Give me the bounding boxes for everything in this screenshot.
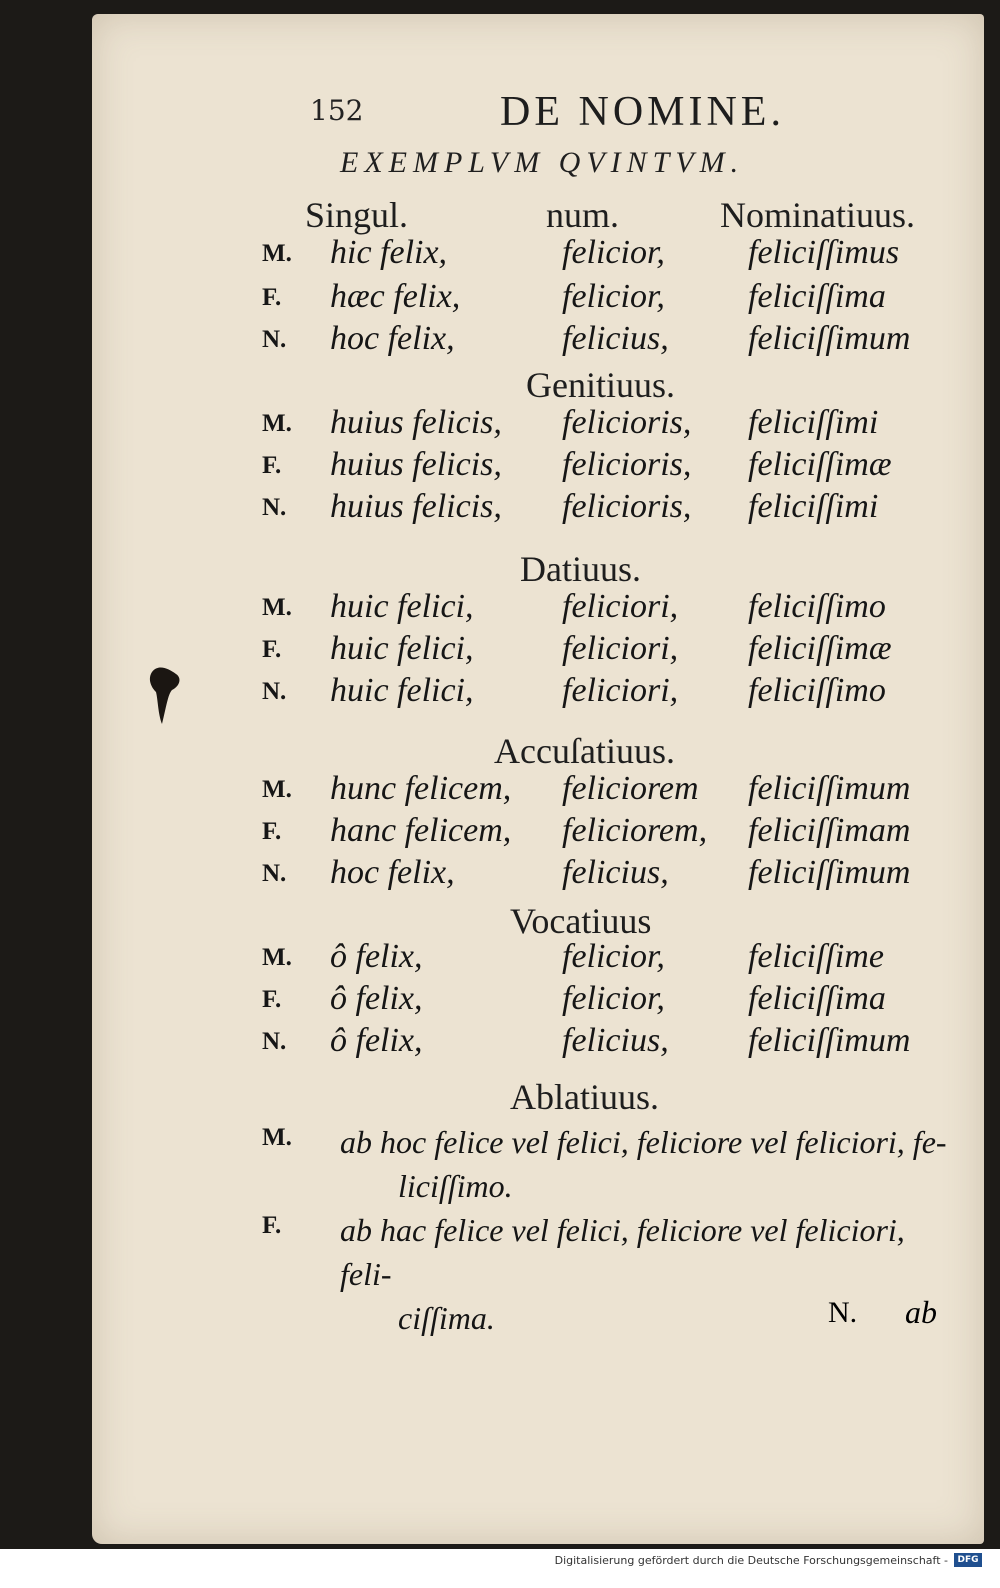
case-heading-datiuus: Datiuus. bbox=[520, 549, 641, 589]
gender-label: F. bbox=[262, 452, 282, 479]
case-heading-accusatiuus: Accuſatiuus. bbox=[494, 731, 675, 771]
superlative-form: feliciſſimo bbox=[748, 588, 886, 625]
superlative-form: feliciſſimo bbox=[748, 672, 886, 709]
superlative-form: feliciſſima bbox=[748, 278, 886, 315]
case-heading-vocatiuus: Vocatiuus bbox=[510, 901, 652, 941]
superlative-form: feliciſſimæ bbox=[748, 446, 892, 483]
gender-label: F. bbox=[262, 1212, 282, 1239]
positive-form: hanc felicem, bbox=[330, 812, 512, 849]
gender-label: F. bbox=[262, 284, 282, 311]
superlative-form: feliciſſimum bbox=[748, 1022, 911, 1059]
positive-form: ô felix, bbox=[330, 980, 423, 1017]
comparative-form: feliciori, bbox=[562, 588, 679, 625]
comparative-form: felicius, bbox=[562, 854, 669, 891]
accusatiuus-row bbox=[0, 854, 1000, 904]
gender-label: F. bbox=[262, 986, 282, 1013]
ablative-continuation: liciſſimo. bbox=[398, 1168, 513, 1204]
comparative-form: felicior, bbox=[562, 234, 665, 271]
gender-label: M. bbox=[262, 594, 292, 621]
page-number: 152 bbox=[310, 94, 364, 127]
positive-form: huic felici, bbox=[330, 630, 474, 667]
case-heading-genitiuus: Genitiuus. bbox=[526, 365, 675, 405]
gender-label: M. bbox=[262, 1124, 292, 1151]
superlative-form: feliciſſimum bbox=[748, 854, 911, 891]
gender-label: N. bbox=[262, 494, 287, 521]
catchword: ab bbox=[905, 1294, 937, 1330]
positive-form: ô felix, bbox=[330, 938, 423, 975]
comparative-form: felicioris, bbox=[562, 446, 692, 483]
section-subtitle: EXEMPLVM QVINTVM. bbox=[340, 146, 745, 179]
positive-form: huius felicis, bbox=[330, 488, 502, 525]
positive-form: huic felici, bbox=[330, 588, 474, 625]
comparative-form: feliciori, bbox=[562, 672, 679, 709]
superlative-form: feliciſſimam bbox=[748, 812, 911, 849]
vocatiuus-row bbox=[0, 1022, 1000, 1072]
superlative-form: feliciſſimi bbox=[748, 404, 879, 441]
nominatiuus-row bbox=[0, 320, 1000, 370]
case-heading-ablatiuus: Ablatiuus. bbox=[510, 1077, 659, 1117]
ablative-text-m bbox=[340, 1120, 950, 1208]
comparative-form: feliciori, bbox=[562, 630, 679, 667]
comparative-form: feliciorem, bbox=[562, 812, 708, 849]
datiuus-row bbox=[0, 672, 1000, 722]
superlative-form: feliciſſimum bbox=[748, 320, 911, 357]
superlative-form: feliciſſima bbox=[748, 980, 886, 1017]
positive-form: huius felicis, bbox=[330, 446, 502, 483]
superlative-form: feliciſſime bbox=[748, 938, 884, 975]
comparative-form: felicioris, bbox=[562, 404, 692, 441]
gender-label: M. bbox=[262, 776, 292, 803]
ablative-line: ab hoc felice vel felici, feliciore vel feliciori, fe- bbox=[340, 1124, 947, 1160]
ablative-line: ab hac felice vel felici, feliciore vel feliciori, feli- bbox=[340, 1212, 905, 1292]
ablative-text-f bbox=[340, 1208, 950, 1340]
superlative-form: feliciſſimum bbox=[748, 770, 911, 807]
gender-label: F. bbox=[262, 636, 282, 663]
gender-label: M. bbox=[262, 944, 292, 971]
superlative-form: feliciſſimus bbox=[748, 234, 900, 271]
comparative-form: felicius, bbox=[562, 320, 669, 357]
catchword-gender: N. bbox=[828, 1296, 858, 1329]
comparative-form: felicius, bbox=[562, 1022, 669, 1059]
ablative-continuation: ciſſima. bbox=[398, 1300, 495, 1336]
column-header-nominatiuus: Nominatiuus. bbox=[720, 195, 915, 235]
positive-form: ô felix, bbox=[330, 1022, 423, 1059]
genitiuus-row bbox=[0, 488, 1000, 538]
comparative-form: felicior, bbox=[562, 938, 665, 975]
positive-form: huius felicis, bbox=[330, 404, 502, 441]
comparative-form: feliciorem bbox=[562, 770, 699, 807]
running-title: DE NOMINE. bbox=[500, 89, 785, 135]
positive-form: huic felici, bbox=[330, 672, 474, 709]
superlative-form: feliciſſimæ bbox=[748, 630, 892, 667]
column-header-singul: Singul. bbox=[305, 195, 409, 235]
gender-label: M. bbox=[262, 410, 292, 437]
gender-label: N. bbox=[262, 1028, 287, 1055]
dfg-logo: DFG bbox=[954, 1553, 982, 1567]
positive-form: hic felix, bbox=[330, 234, 448, 271]
column-header-num: num. bbox=[546, 195, 620, 235]
gender-label: N. bbox=[262, 678, 287, 705]
superlative-form: feliciſſimi bbox=[748, 488, 879, 525]
comparative-form: felicior, bbox=[562, 278, 665, 315]
footer-credit: Digitalisierung gefördert durch die Deutsche Forschungsgemeinschaft - bbox=[554, 1554, 948, 1567]
positive-form: hæc felix, bbox=[330, 278, 461, 315]
gender-label: F. bbox=[262, 818, 282, 845]
positive-form: hunc felicem, bbox=[330, 770, 512, 807]
positive-form: hoc felix, bbox=[330, 320, 455, 357]
comparative-form: felicior, bbox=[562, 980, 665, 1017]
comparative-form: felicioris, bbox=[562, 488, 692, 525]
gender-label: N. bbox=[262, 860, 287, 887]
gender-label: M. bbox=[262, 240, 292, 267]
positive-form: hoc felix, bbox=[330, 854, 455, 891]
gender-label: N. bbox=[262, 326, 287, 353]
